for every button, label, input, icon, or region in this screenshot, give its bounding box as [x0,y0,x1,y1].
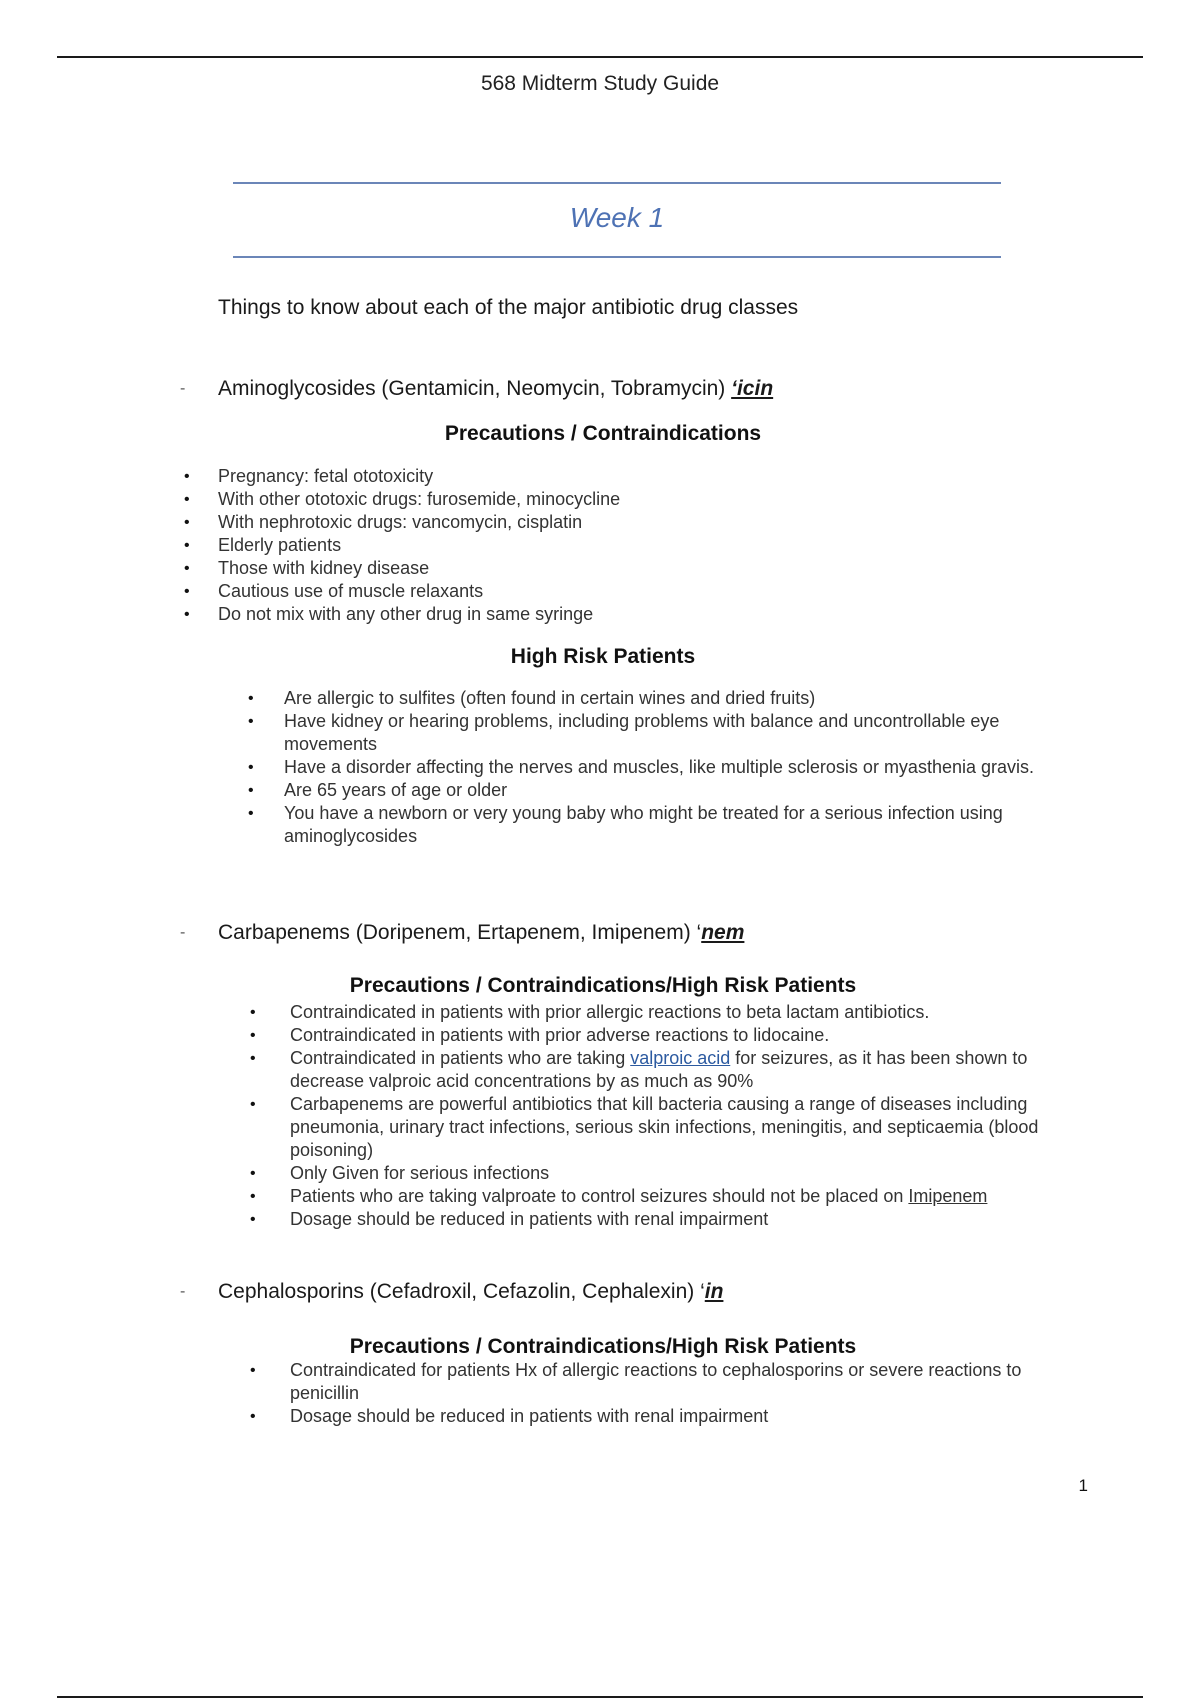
list-item: • Pregnancy: fetal ototoxicity [184,466,434,486]
drug-suffix: nem [701,921,745,944]
bullet-icon: • [184,468,190,485]
carbapenems-precautions-heading: Precautions / Contraindications/High Risk Patients [349,974,857,997]
list-item: • Cautious use of muscle relaxants [184,581,484,601]
bullet-icon: • [250,1004,256,1021]
bullet-icon: • [248,759,254,776]
bullet-icon: • [184,514,190,531]
drug-class-name: Cephalosporins (Cefadroxil, Cefazolin, Cephalexin) ‘ [218,1280,705,1303]
list-item: • Carbapenems are powerful antibiotics that kill bacteria causing a range of diseases including pneumonia, urinary tract infections, serious skin infections, meningitis, and septicaemia (blood poisoning) [250,1094,1039,1160]
bullet-icon: • [248,782,254,799]
header-rule [57,56,1143,58]
drug-class-aminoglycosides [180,377,773,401]
week-title: Week 1 [569,202,665,233]
bullet-icon: • [248,690,254,707]
list-item: • You have a newborn or very young baby who might be treated for a serious infection using aminoglycosides [248,803,1003,846]
list-item: • With other ototoxic drugs: furosemide, minocycline [184,489,621,509]
bullet-icon: • [184,537,190,554]
dash-marker: - [180,924,186,942]
bullet-icon: • [184,583,190,600]
bullet-icon: • [248,805,254,822]
list-item: • Are 65 years of age or older [248,780,508,800]
page-header-title: 568 Midterm Study Guide [480,72,720,95]
bullet-icon: • [250,1408,256,1425]
drug-class-cephalosporins [180,1280,723,1304]
page-number: 1 [1078,1476,1088,1495]
footer-rule [57,1696,1143,1698]
bullet-icon: • [250,1096,256,1113]
list-item: • Do not mix with any other drug in same syringe [184,604,594,624]
dash-marker: - [180,380,186,398]
week-heading-box [233,182,1001,258]
list-item: • Dosage should be reduced in patients with renal impairment [250,1406,769,1426]
bullet-icon: • [250,1362,256,1379]
intro-text: Things to know about each of the major antibiotic drug classes [218,296,799,319]
drug-suffix: in [704,1280,724,1303]
list-item: • Only Given for serious infections [250,1163,550,1183]
list-item: • With nephrotoxic drugs: vancomycin, cisplatin [184,512,583,532]
bullet-icon: • [250,1050,256,1067]
cephalosporins-list [250,1359,1090,1428]
list-item: • Contraindicated in patients with prior adverse reactions to lidocaine. [250,1025,830,1045]
drug-suffix: ‘icin [731,377,774,400]
drug-class-carbapenems [180,921,744,945]
list-item: • Those with kidney disease [184,558,430,578]
imipenem-underlined: Imipenem [908,1186,988,1206]
list-item: • Contraindicated for patients Hx of allergic reactions to cephalosporins or severe reactions to penicillin [250,1360,1022,1403]
carbapenems-list [250,1001,1090,1231]
list-item: • Contraindicated in patients who are taking valproic acid for seizures, as it has been shown to decrease valproic acid concentrations by as much as 90% [250,1048,1028,1091]
list-item: • Elderly patients [184,535,342,555]
bullet-icon: • [184,491,190,508]
high-risk-heading: High Risk Patients [510,645,696,668]
bullet-icon: • [248,713,254,730]
list-item: • Contraindicated in patients with prior allergic reactions to beta lactam antibiotics. [250,1002,930,1022]
bullet-icon: • [250,1211,256,1228]
list-item: • Dosage should be reduced in patients with renal impairment [250,1209,769,1229]
drug-class-name: Aminoglycosides (Gentamicin, Neomycin, Tobramycin) [218,377,732,400]
precautions-list [184,465,1118,626]
high-risk-list [248,687,1094,848]
bullet-icon: • [184,606,190,623]
cephalosporins-precautions-heading: Precautions / Contraindications/High Risk Patients [349,1335,857,1358]
drug-class-name: Carbapenems (Doripenem, Ertapenem, Imipenem) ‘ [218,921,702,944]
bullet-icon: • [250,1165,256,1182]
list-item: • Are allergic to sulfites (often found in certain wines and dried fruits) [248,688,816,708]
bullet-icon: • [250,1027,256,1044]
precautions-heading: Precautions / Contraindications [444,422,762,445]
bullet-icon: • [184,560,190,577]
list-item: • Have a disorder affecting the nerves and muscles, like multiple sclerosis or myasthenia gravis. [248,757,1035,777]
valproic-acid-link[interactable]: valproic acid [630,1048,731,1068]
bullet-icon: • [250,1188,256,1205]
list-item: • Patients who are taking valproate to control seizures should not be placed on Imipenem [250,1186,988,1206]
dash-marker: - [180,1283,186,1301]
list-item: • Have kidney or hearing problems, including problems with balance and uncontrollable eye movements [248,711,1000,754]
